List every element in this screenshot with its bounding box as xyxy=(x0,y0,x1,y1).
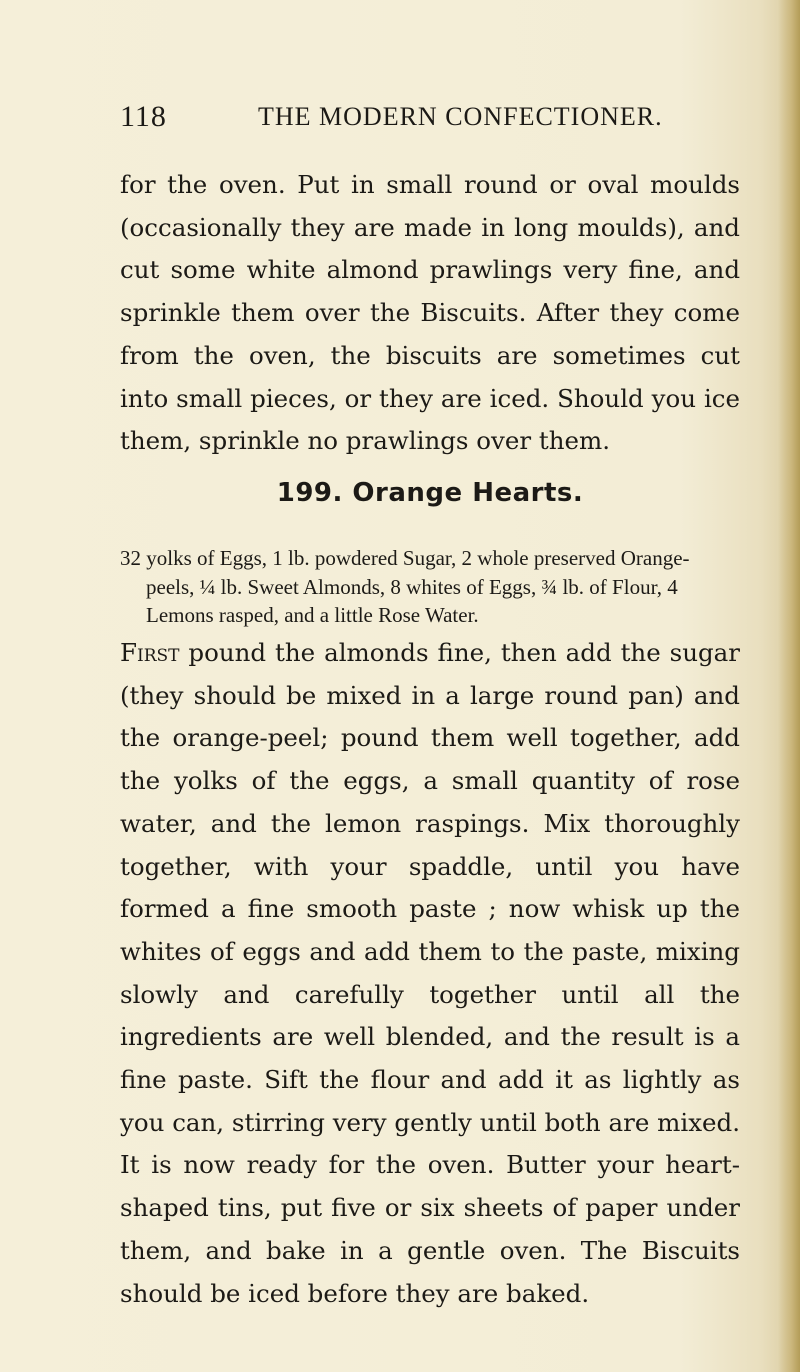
page-number: 118 xyxy=(120,100,167,133)
running-head: THE MODERN CONFECTIONER. xyxy=(258,102,663,131)
paragraph-continued: for the oven. Put in small round or oval moulds (occasionally they are made in long moulds), and cut some white almond prawlings very fine, and sprinkle them over the Biscuits. After they come from the oven, the biscuits are sometimes cut into small pieces, or they are iced. Should you ice them, sprinkle no prawlings over them. xyxy=(120,170,740,456)
recipe-title: 199. Orange Hearts. xyxy=(276,478,584,508)
first-word: First xyxy=(120,638,180,667)
recipe-method xyxy=(120,632,740,1315)
ingredients-line: Lemons rasped, and a little Rose Water. xyxy=(146,603,479,627)
page-edge-shadow xyxy=(778,0,800,1372)
page-header xyxy=(120,100,740,140)
ingredients-line: 32 yolks of Eggs, 1 lb. powdered Sugar, 2 whole preserved Orange- xyxy=(120,546,690,570)
method-text: pound the almonds fine, then add the sugar (they should be mixed in a large round pan) and the orange-peel; pound them well together, add the yolks of the eggs, a small quantity of rose water, and the lemon raspings. Mix thoroughly together, with your spaddle, until you have formed a fine smooth paste ; now whisk up the whites of eggs and add them to the paste, mixing slowly and carefully together until all the ingredients are well blended, and the result is a fine paste. Sift the flour and add it as lightly as you can, stirring very gently until both are mixed. It is now ready for the oven. Butter your heart-shaped tins, put five or six sheets of paper under them, and bake in a gentle oven. The Biscuits should be iced before they are baked. xyxy=(120,638,740,1308)
ingredients-line: peels, ¼ lb. Sweet Almonds, 8 whites of Eggs, ¾ lb. of Flour, 4 xyxy=(146,574,678,599)
ingredients-list xyxy=(120,544,740,630)
